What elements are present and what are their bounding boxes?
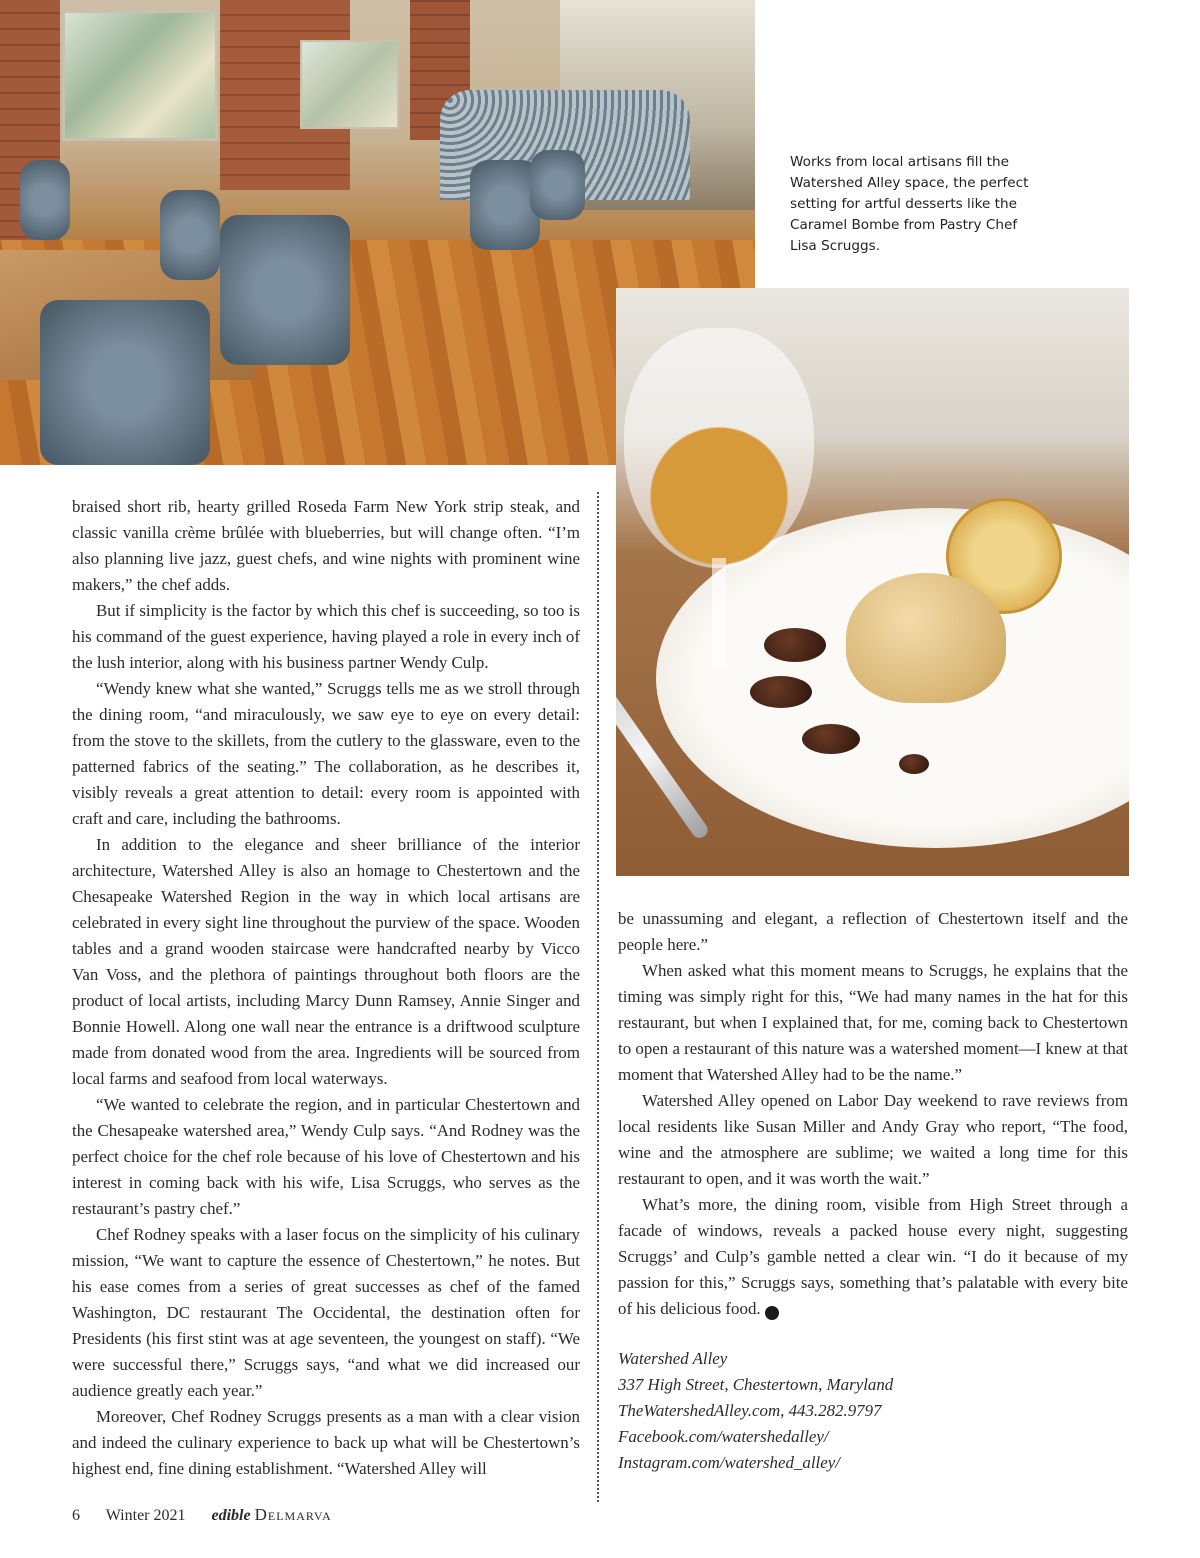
photo-chocolate-dot	[750, 676, 812, 708]
venue-instagram-link[interactable]: Instagram.com/watershed_alley/	[618, 1453, 840, 1472]
left-column	[72, 494, 580, 1482]
photo-painting	[300, 40, 399, 129]
paragraph: But if simplicity is the factor by which this chef is succeeding, so too is his command of the guest experience, having played a role in every inch of the lush interior, along with his business partner Wendy Culp.	[72, 601, 580, 672]
end-mark-icon: e	[765, 1306, 779, 1320]
paragraph: Chef Rodney speaks with a laser focus on the simplicity of his culinary mission, “We want to capture the essence of Chestertown,” he notes. But his ease comes from a series of great successes as chef of the famed Washington, DC restaurant The Occidental, the destination often for Presidents (his first stint was at age seventeen, the youngest on staff). “We were successful there,” Scruggs says, “and what we did increased our audience greatly each year.”	[72, 1225, 580, 1400]
paragraph: braised short rib, hearty grilled Roseda Farm New York strip steak, and classic vanilla crème brûlée with blueberries, but will change often. “I’m also planning live jazz, guest chefs, and wine nights with prominent wine makers,” the chef adds.	[72, 497, 580, 594]
column-divider	[597, 492, 599, 1502]
photo-chocolate-dot	[764, 628, 826, 662]
issue-label: Winter 2021	[105, 1507, 186, 1524]
venue-website-phone[interactable]: TheWatershedAlley.com, 443.282.9797	[618, 1401, 882, 1420]
photo-caption: Works from local artisans fill the Watershed Alley space, the perfect setting for artful desserts like the Caramel Bombe from Pastry Chef Lisa Scruggs.	[790, 154, 1029, 254]
paragraph: be unassuming and elegant, a reflection of Chestertown itself and the people here.”	[618, 909, 1128, 954]
venue-name: Watershed Alley	[618, 1349, 728, 1368]
photo-chair	[20, 160, 70, 240]
right-column	[618, 906, 1128, 1322]
venue-facebook-link[interactable]: Facebook.com/watershedalley/	[618, 1427, 829, 1446]
page-number: 6	[72, 1507, 80, 1524]
photo-chocolate-dot	[899, 754, 929, 774]
paragraph-text: What’s more, the dining room, visible from High Street through a facade of windows, reveals a packed house every night, suggesting Scruggs’ and Culp’s gamble netted a clear win. “I do it because of my passion for this,” Scruggs says, something that’s palatable with every bite of his delicious food.	[618, 1195, 1128, 1318]
photo-painting	[62, 10, 218, 141]
paragraph: “Wendy knew what she wanted,” Scruggs tells me as we stroll through the dining room, “and miraculously, we saw eye to eye on every detail: from the stove to the skillets, from the cutlery to the glassware, even to the patterned fabrics of the seating.” The collaboration, as he describes it, visibly reveals a great attention to detail: every room is appointed with craft and care, including the bathrooms.	[72, 679, 580, 828]
photo-caramel-bombe	[846, 573, 1006, 703]
photo-chair	[530, 150, 585, 220]
paragraph: Moreover, Chef Rodney Scruggs presents as a man with a clear vision and indeed the culinary experience to back up what will be Chestertown’s highest end, fine dining establishment. “Watershed Alley will	[72, 1407, 580, 1478]
paragraph: “We wanted to celebrate the region, and in particular Chestertown and the Chesapeake watershed area,” Wendy Culp says. “And Rodney was the perfect choice for the chef role because of his love of Chestertown and his interest in coming back with his wife, Lisa Scruggs, who serves as the restaurant’s pastry chef.”	[72, 1095, 580, 1218]
page-footer	[72, 1505, 354, 1525]
photo-chair	[220, 215, 350, 365]
paragraph	[618, 1192, 1128, 1322]
paragraph: Watershed Alley opened on Labor Day weekend to rave reviews from local residents like Susan Miller and Andy Gray who report, “The food, wine and the atmosphere are sublime; we waited a long time for this restaurant to open, and it was worth the wait.”	[618, 1091, 1128, 1188]
dessert-photo	[616, 288, 1129, 876]
photo-chocolate-dot	[802, 724, 860, 754]
paragraph: In addition to the elegance and sheer brilliance of the interior architecture, Watershed Alley is also an homage to Chestertown and the Chesapeake Watershed Region in the way in which local artisans are celebrated in every sight line throughout the purview of the space. Wooden tables and a grand wooden staircase were handcrafted nearby by Vicco Van Voss, and the plethora of paintings throughout both floors are the product of local artists, including Marcy Dunn Ramsey, Annie Singer and Bonnie Howell. Along one wall near the entrance is a driftwood sculpture made from donated wood from the area. Ingredients will be sourced from local farms and seafood from local waterways.	[72, 835, 580, 1088]
brand-name: Delmarva	[254, 1505, 332, 1524]
photo-wine-glass	[624, 328, 814, 568]
photo-chair	[40, 300, 210, 465]
venue-info	[618, 1346, 1128, 1476]
brand-prefix: edible	[211, 1507, 251, 1524]
photo-glass-stem	[712, 558, 726, 668]
paragraph: When asked what this moment means to Scruggs, he explains that the timing was simply right for this, “We had many names in the hat for this restaurant, but when I explained that, for me, coming back to Chestertown to open a restaurant of this nature was a watershed moment—I knew at that moment that Watershed Alley had to be the name.”	[618, 961, 1128, 1084]
photo-chair	[160, 190, 220, 280]
venue-address: 337 High Street, Chestertown, Maryland	[618, 1375, 894, 1394]
